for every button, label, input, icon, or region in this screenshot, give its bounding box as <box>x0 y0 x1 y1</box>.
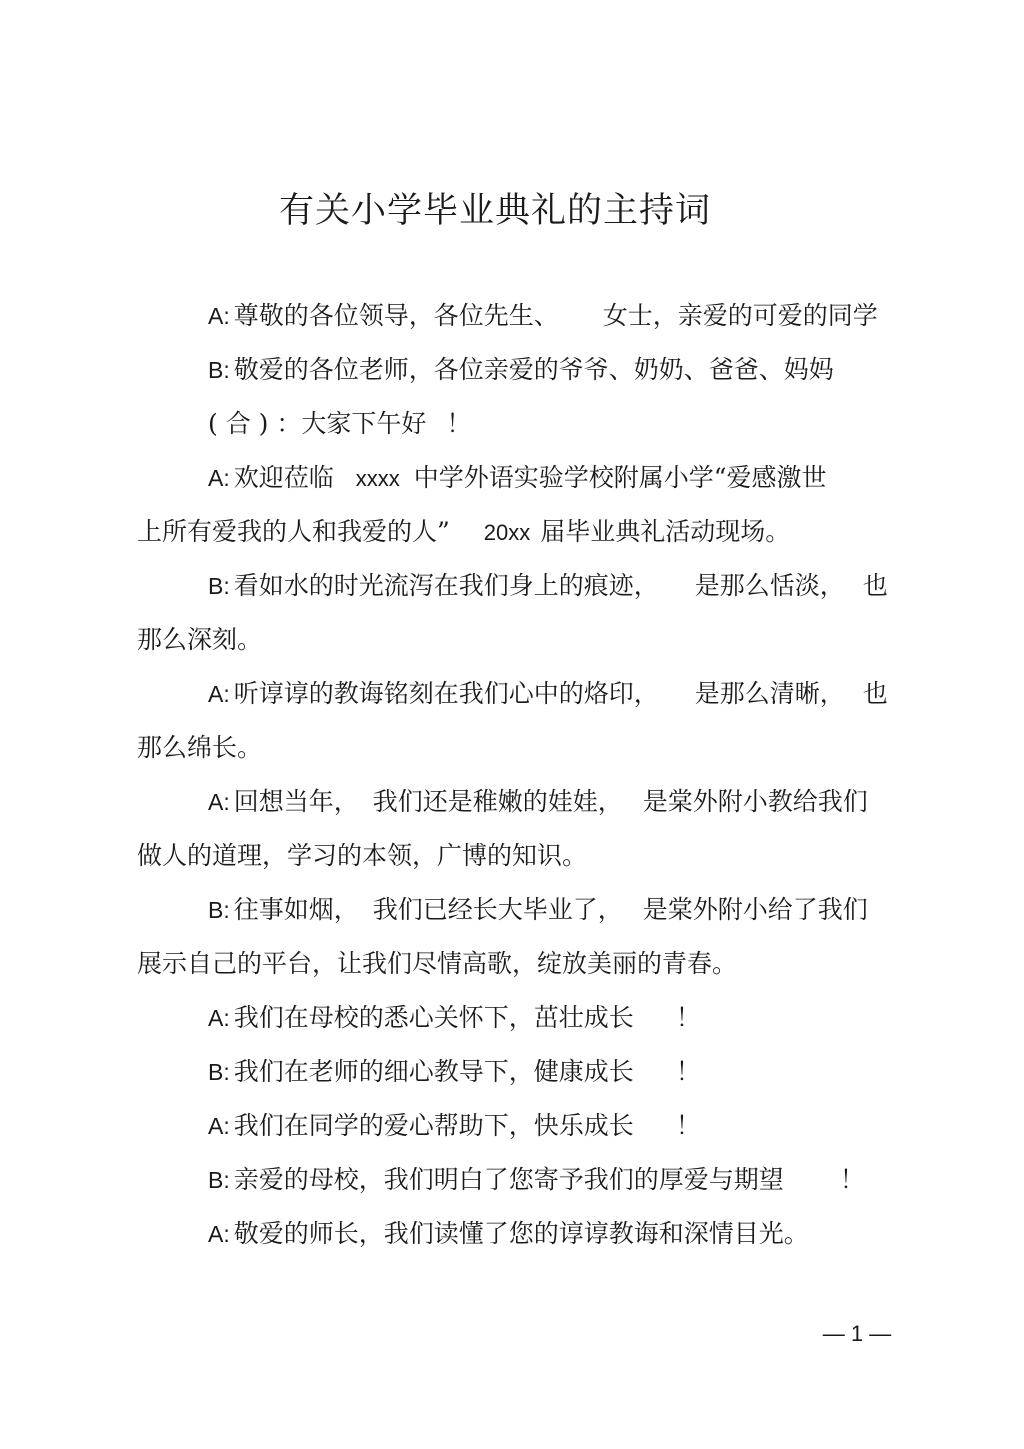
line-text: 我们还是稚嫩的娃娃， <box>372 787 623 816</box>
speech-line <box>208 406 471 442</box>
line-text: 也 <box>862 679 888 708</box>
line-text: 做人的道理，学习的本领，广博的知识。 <box>137 841 588 870</box>
line-text: 是棠外附小给了我们 <box>642 895 868 924</box>
page-number: — 1 — <box>822 1321 892 1346</box>
line-text: 那么深刻。 <box>137 625 263 654</box>
speaker-label: A: <box>208 303 230 329</box>
speech-line <box>208 1162 865 1198</box>
line-text: 回想当年， <box>233 787 359 816</box>
line-text: 那么绵长。 <box>137 733 263 762</box>
speech-line <box>137 838 587 874</box>
line-text: 我们在母校的悉心关怀下，茁壮成长 <box>233 1003 634 1032</box>
speech-line <box>208 1216 809 1252</box>
line-text: ！ <box>446 409 472 438</box>
line-text: 亲爱的母校，我们明白了您寄予我们的厚爱与期望 <box>233 1165 784 1194</box>
speech-line <box>208 352 834 388</box>
page-title: 有关小学毕业典礼的主持词 <box>278 191 711 231</box>
line-text: xxxx <box>355 466 400 491</box>
speaker-label: A: <box>208 1005 230 1031</box>
line-text: ！ <box>675 1111 701 1140</box>
line-text: 中学外语实验学校附属小学“爱感激世 <box>413 463 827 492</box>
speaker-label: B: <box>208 1167 230 1193</box>
speech-line <box>137 730 262 766</box>
line-text: 我们在同学的爱心帮助下，快乐成长 <box>233 1111 634 1140</box>
speaker-label: A: <box>208 1221 230 1247</box>
speaker-label: A: <box>208 789 230 815</box>
speech-line <box>208 298 878 334</box>
speech-line <box>137 622 262 658</box>
speech-line <box>137 514 790 551</box>
line-text: 女士，亲爱的可爱的同学 <box>602 301 878 330</box>
line-text: ！ <box>675 1057 701 1086</box>
line-text: 是那么清晰， <box>694 679 845 708</box>
speech-line <box>208 1054 701 1090</box>
line-text: ！ <box>675 1003 701 1032</box>
speech-line <box>208 568 888 604</box>
speech-line <box>208 460 827 497</box>
line-text: 20xx <box>483 520 531 545</box>
line-text: 欢迎莅临 <box>233 463 334 492</box>
speaker-label: B: <box>208 357 230 383</box>
line-text: 上所有爱我的人和我爱的人” <box>137 517 450 546</box>
speaker-label: B: <box>208 573 230 599</box>
line-text: 尊敬的各位领导，各位先生、 <box>233 301 559 330</box>
line-text: 是那么恬淡， <box>694 571 845 600</box>
speech-line <box>208 892 868 928</box>
speaker-label: B: <box>208 1059 230 1085</box>
line-text: ( 合 ) ：大家下午好 <box>208 409 427 438</box>
speech-line <box>137 946 737 982</box>
speaker-label: A: <box>208 1113 230 1139</box>
line-text: 看如水的时光流泻在我们身上的痕迹， <box>233 571 659 600</box>
line-text: 届毕业典礼活动现场。 <box>540 517 791 546</box>
speaker-label: B: <box>208 897 230 923</box>
speech-line <box>208 1108 701 1144</box>
speaker-label: A: <box>208 681 230 707</box>
line-text: 展示自己的平台，让我们尽情高歌，绽放美丽的青春。 <box>137 949 738 978</box>
line-text: 我们在老师的细心教导下，健康成长 <box>233 1057 634 1086</box>
speech-line <box>208 1000 701 1036</box>
speech-line <box>208 676 888 712</box>
line-text: 也 <box>862 571 888 600</box>
line-text: 往事如烟， <box>233 895 359 924</box>
speaker-label: A: <box>208 465 230 491</box>
line-text: ！ <box>839 1165 865 1194</box>
line-text: 敬爱的师长，我们读懂了您的谆谆教诲和深情目光。 <box>233 1219 809 1248</box>
line-text: 是棠外附小教给我们 <box>642 787 868 816</box>
speech-line <box>208 784 868 820</box>
line-text: 敬爱的各位老师，各位亲爱的爷爷、奶奶、爸爸、妈妈 <box>233 355 834 384</box>
line-text: 我们已经长大毕业了， <box>372 895 623 924</box>
line-text: 听谆谆的教诲铭刻在我们心中的烙印， <box>233 679 659 708</box>
